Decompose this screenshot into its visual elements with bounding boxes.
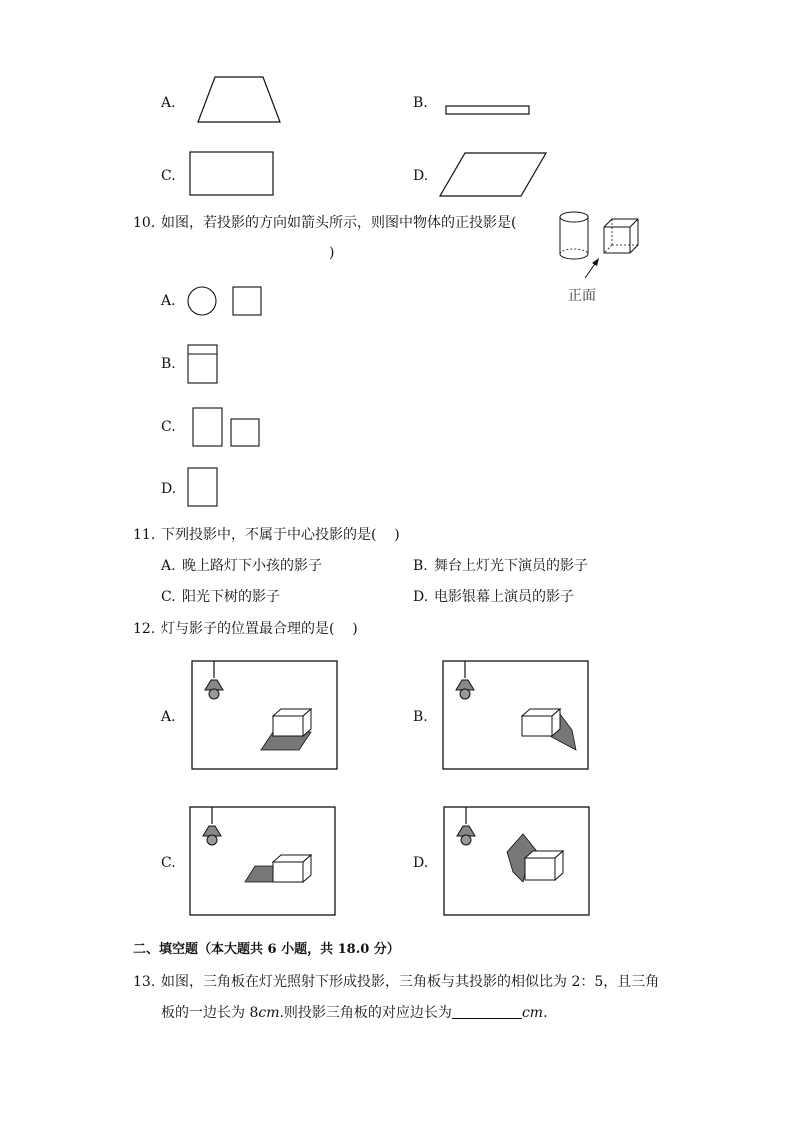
q13-unit-cm-2: cm — [521, 1005, 544, 1021]
q12-option-b-label: B. — [413, 709, 428, 725]
q12-option-d-label: D. — [413, 855, 429, 871]
q11-stem: 下列投影中，不属于中心投影的是( ) — [161, 527, 400, 543]
q13-line2 — [161, 1004, 548, 1022]
q12-option-b-lamp-shadow-figure — [442, 660, 590, 772]
q9-option-c-rectangle-figure — [189, 151, 275, 197]
q11-option-a-text: 晚上路灯下小孩的影子 — [182, 558, 322, 574]
q9-option-a-label: A. — [161, 95, 176, 111]
q10-cylinder-cube-figure — [555, 208, 645, 278]
q12-option-a-lamp-shadow-figure — [191, 660, 339, 772]
q10-figure-label-front: 正面 — [568, 288, 596, 304]
q9-option-d-parallelogram-figure — [439, 152, 549, 198]
q13-line2-mid: .则投影三角板的对应边长为 — [279, 1005, 452, 1021]
q11-option-a-label: A. — [161, 558, 176, 574]
q12-number: 12. — [133, 621, 156, 637]
q10-option-c-rectangle-square-figure — [191, 407, 263, 449]
q10-option-a-circle-square-figure — [186, 285, 266, 319]
q11-option-b-text: 舞台上灯光下演员的影子 — [434, 558, 588, 574]
q10-paren-close: ) — [329, 245, 335, 261]
q9-option-b-thin-rectangle-figure — [445, 105, 531, 117]
q12-option-c-label: C. — [161, 855, 176, 871]
q9-option-a-trapezoid-figure — [196, 76, 282, 124]
q10-option-b-label: B. — [161, 356, 176, 372]
q9-option-d-label: D. — [413, 168, 429, 184]
q12-option-c-lamp-shadow-figure — [189, 806, 337, 918]
q13-answer-blank[interactable] — [452, 1004, 522, 1019]
q13-line1: 如图，三角板在灯光照射下形成投影，三角板与其投影的相似比为 2：5，且三角 — [161, 974, 660, 990]
q11-option-d-text: 电影银幕上演员的影子 — [434, 589, 574, 605]
q10-option-c-label: C. — [161, 419, 176, 435]
q13-line2-pre: 板的一边长为 8 — [161, 1005, 259, 1021]
q10-option-a-label: A. — [161, 293, 176, 309]
section-title-fill-in: 二、填空题（本大题共 6 小题，共 18.0 分） — [133, 942, 400, 957]
q9-option-b-label: B. — [413, 95, 428, 111]
q11-option-c-text: 阳光下树的影子 — [182, 589, 280, 605]
q10-option-b-rectangle-band-figure — [186, 344, 222, 386]
q12-option-d-lamp-shadow-figure — [443, 806, 591, 918]
q12-stem: 灯与影子的位置最合理的是( ) — [161, 621, 358, 637]
q12-option-a-label: A. — [161, 709, 176, 725]
q13-unit-cm-1: cm — [258, 1005, 280, 1021]
q10-number: 10. — [133, 215, 156, 231]
q10-option-d-label: D. — [161, 481, 177, 497]
q13-line2-end: . — [543, 1005, 548, 1021]
q13-number: 13. — [133, 974, 156, 990]
q10-stem: 如图，若投影的方向如箭头所示，则图中物体的正投影是( — [161, 215, 517, 231]
q11-option-d-label: D. — [413, 589, 429, 605]
q11-number: 11. — [133, 527, 156, 543]
q10-option-d-rectangle-figure — [186, 467, 222, 509]
q11-option-b-label: B. — [413, 558, 428, 574]
q9-option-c-label: C. — [161, 168, 176, 184]
q11-option-c-label: C. — [161, 589, 176, 605]
